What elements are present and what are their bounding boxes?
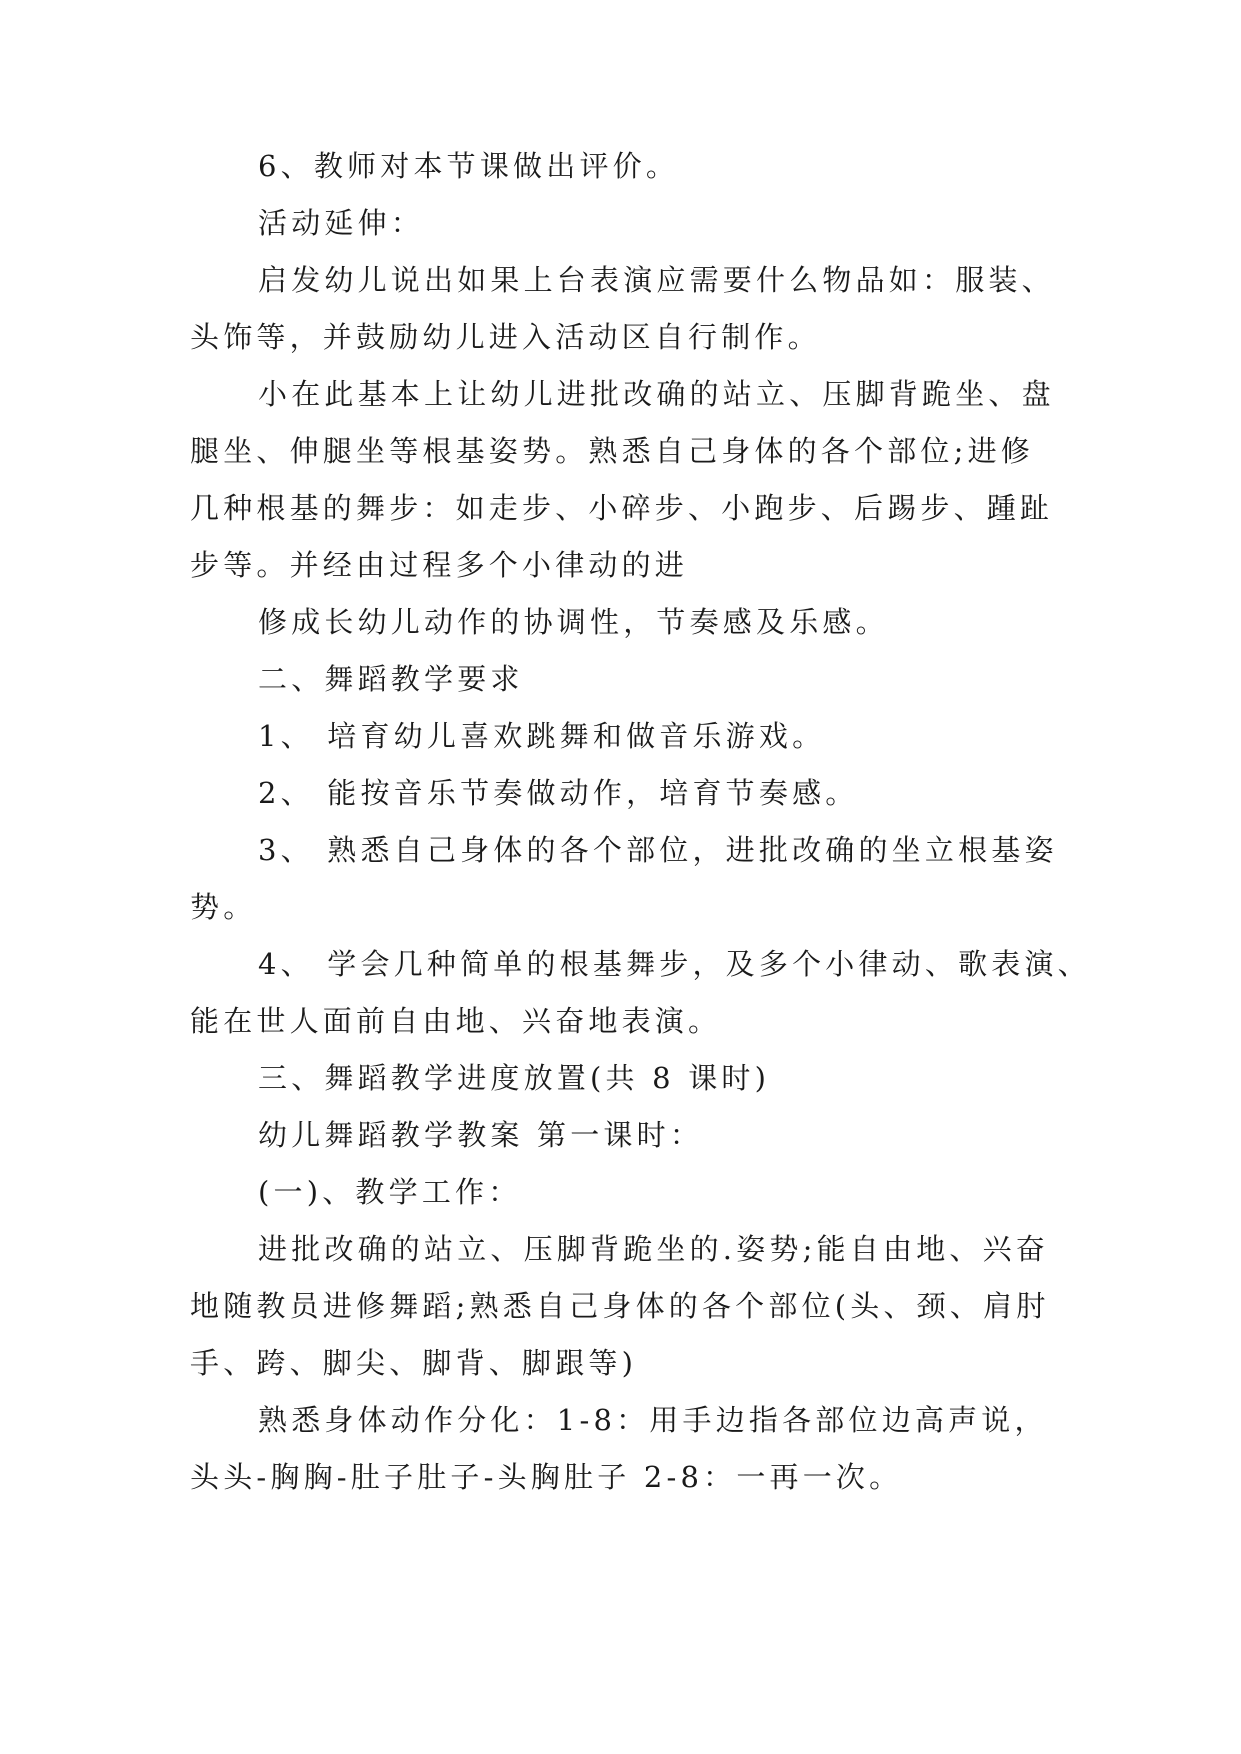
list-item: 4、 学会几种简单的根基舞步，及多个小律动、歌表演、 bbox=[258, 947, 1091, 981]
text-line: 熟悉身体动作分化：1-8：用手边指各部位边高声说， bbox=[258, 1403, 1048, 1437]
text-line: 头头-胸胸-肚子肚子-头胸肚子 2-8：一再一次。 bbox=[190, 1460, 903, 1494]
text-line: 幼儿舞蹈教学教案 第一课时： bbox=[258, 1118, 704, 1152]
section-heading: 二、舞蹈教学要求 bbox=[258, 662, 524, 696]
list-item: 3、 熟悉自己身体的各个部位，进批改确的坐立根基姿 bbox=[258, 833, 1058, 867]
text-line: 启发幼儿说出如果上台表演应需要什么物品如：服装、 bbox=[258, 263, 1055, 297]
subsection-heading: (一)、教学工作： bbox=[258, 1175, 522, 1209]
text-line: 腿坐、伸腿坐等根基姿势。熟悉自己身体的各个部位;进修 bbox=[190, 434, 1034, 468]
text-line: 进批改确的站立、压脚背跪坐的.姿势;能自由地、兴奋 bbox=[258, 1232, 1049, 1266]
text-line: 步等。并经由过程多个小律动的进 bbox=[190, 548, 689, 582]
section-heading: 三、舞蹈教学进度放置(共 8 课时) bbox=[258, 1061, 771, 1095]
text-line: 活动延伸： bbox=[258, 206, 425, 240]
text-line: 修成长幼儿动作的协调性，节奏感及乐感。 bbox=[258, 605, 889, 639]
text-line: 地随教员进修舞蹈;熟悉自己身体的各个部位(头、颈、肩肘 bbox=[190, 1289, 1050, 1323]
text-line: 能在世人面前自由地、兴奋地表演。 bbox=[190, 1004, 722, 1038]
list-item: 2、 能按音乐节奏做动作，培育节奏感。 bbox=[258, 776, 859, 810]
list-item: 1、 培育幼儿喜欢跳舞和做音乐游戏。 bbox=[258, 719, 826, 753]
text-line: 头饰等，并鼓励幼儿进入活动区自行制作。 bbox=[190, 320, 821, 354]
text-line: 手、跨、脚尖、脚背、脚跟等) bbox=[190, 1346, 638, 1380]
text-line: 势。 bbox=[190, 890, 257, 924]
text-line: 几种根基的舞步：如走步、小碎步、小跑步、后踢步、踵趾 bbox=[190, 491, 1054, 525]
text-line: 6、教师对本节课做出评价。 bbox=[258, 149, 680, 183]
text-line: 小在此基本上让幼儿进批改确的站立、压脚背跪坐、盘 bbox=[258, 377, 1055, 411]
